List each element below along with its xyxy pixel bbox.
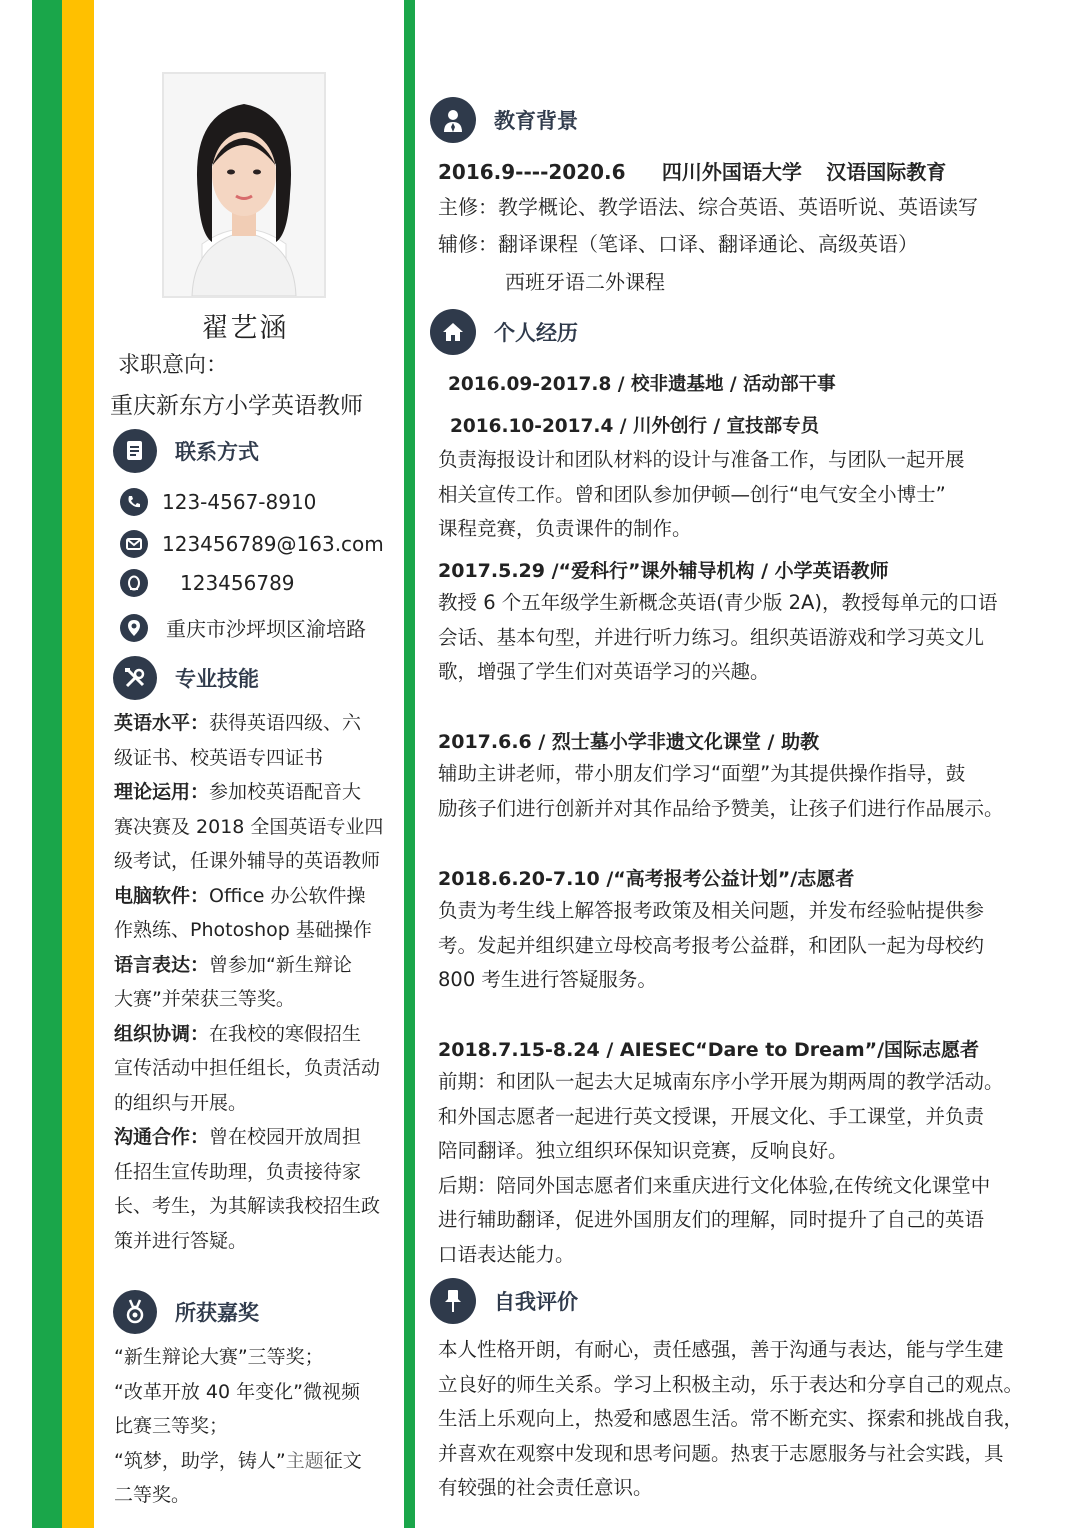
award-text-subtle: 主题 — [285, 1449, 324, 1472]
self-evaluation-section-header — [430, 1278, 578, 1324]
education-minor-courses-2: 西班牙语二外课程 — [505, 270, 665, 294]
experience-line: 陪同翻译。独立组织环保知识竞赛，反响良好。 — [438, 1139, 848, 1162]
skill-text: 长、考生，为其解读我校招生政 — [114, 1195, 381, 1217]
pin-icon — [430, 1278, 476, 1324]
skill-text: 大赛”并荣获三等奖。 — [114, 988, 295, 1010]
skill-text: 级考试，任课外辅导的英语教师 — [114, 850, 381, 872]
skill-item — [114, 775, 394, 810]
experience-heading: 2017.6.6 / 烈士墓小学非遗文化课堂 / 助教 — [438, 731, 820, 753]
skill-item — [114, 1017, 394, 1052]
awards-list — [114, 1340, 400, 1513]
skill-label: 沟通合作： — [114, 1126, 210, 1148]
experience-line: 励孩子们进行创新并对其作品给予赞美，让孩子们进行作品展示。 — [438, 796, 1004, 820]
skill-item — [114, 706, 394, 741]
self-evaluation-line: 并喜欢在观察中发现和思考问题。热衷于志愿服务与社会实践，具 — [438, 1441, 1004, 1465]
skill-label: 组织协调： — [114, 1022, 210, 1045]
skill-text: 作熟练、Photoshop 基础操作 — [114, 919, 372, 941]
skill-label: 语言表达： — [114, 953, 210, 976]
experience-heading: 2016.09-2017.8 / 校非遗基地 / 活动部干事 — [448, 374, 836, 395]
candidate-name: 翟艺涵 — [201, 313, 289, 344]
self-evaluation-line: 本人性格开朗，有耐心，责任感强，善于沟通与表达，能与学生建 — [438, 1338, 1004, 1361]
education-title: 教育背景 — [494, 109, 578, 133]
experience-heading: 2016.10-2017.4 / 川外创行 / 宣技部专员 — [450, 416, 820, 437]
education-period: 2016.9----2020.6 — [438, 160, 626, 184]
experience-description — [438, 757, 1038, 826]
email-address: 123456789@163.com — [162, 532, 384, 556]
awards-section-header — [113, 1290, 259, 1334]
contact-email — [120, 530, 384, 558]
experience-line: 口语表达能力。 — [438, 1242, 575, 1266]
award-line: 比赛三等奖； — [114, 1415, 229, 1437]
location-pin-icon — [120, 614, 148, 642]
yellow-stripe — [62, 0, 94, 1528]
education-section-header — [430, 97, 578, 143]
experience-line: 课程竞赛，负责课件的制作。 — [438, 517, 692, 540]
job-intent-value: 重庆新东方小学英语教师 — [110, 393, 363, 419]
experience-heading: 2018.6.20-7.10 /“高考报考公益计划”/志愿者 — [438, 868, 855, 890]
award-line — [114, 1444, 400, 1479]
skill-item — [114, 948, 394, 983]
skill-text: 曾在校园开放周担 — [209, 1126, 362, 1148]
experience-title: 个人经历 — [494, 321, 578, 345]
self-evaluation-line: 立良好的师生关系。学习上积极主动，乐于表达和分享自己的观点。 — [438, 1372, 1024, 1396]
medal-icon — [113, 1290, 157, 1334]
contact-title: 联系方式 — [175, 440, 259, 464]
skill-item — [114, 1120, 394, 1155]
email-icon — [120, 530, 148, 558]
phone-number: 123-4567-8910 — [162, 490, 317, 514]
qq-penguin-icon — [120, 569, 148, 597]
skill-item — [114, 879, 394, 914]
education-minor-courses: 辅修：翻译课程（笔译、口译、翻译通论、高级英语） — [438, 232, 918, 256]
self-evaluation-text — [438, 1333, 1038, 1506]
award-line: “改革开放 40 年变化”微视频 — [114, 1380, 360, 1403]
skills-section-header — [113, 656, 259, 700]
skill-text: 赛决赛及 2018 全国英语专业四 — [114, 815, 384, 838]
contact-phone — [120, 488, 316, 516]
experience-line: 辅助主讲老师，带小朋友们学习“面塑”为其提供操作指导，鼓 — [438, 762, 966, 785]
experience-description — [438, 1065, 1038, 1272]
experience-line: 后期：陪同外国志愿者们来重庆进行文化体验,在传统文化课堂中 — [438, 1173, 991, 1197]
education-major: 汉语国际教育 — [826, 160, 947, 184]
contact-qq — [120, 569, 295, 597]
skill-label: 电脑软件： — [114, 884, 210, 907]
experience-line: 前期：和团队一起去大足城南东序小学开展为期两周的教学活动。 — [438, 1070, 1004, 1093]
skill-text: Office 办公软件操 — [209, 884, 366, 907]
skill-label: 英语水平： — [114, 712, 210, 734]
contact-section-header — [113, 429, 259, 473]
address-text: 重庆市沙坪坝区渝培路 — [166, 617, 366, 641]
phone-icon — [120, 488, 148, 516]
skill-text: 的组织与开展。 — [114, 1091, 248, 1114]
experience-line: 800 考生进行答疑服务。 — [438, 968, 657, 991]
experience-heading: 2017.5.29 /“爱科行”课外辅导机构 / 小学英语教师 — [438, 560, 889, 582]
experience-description — [438, 894, 1038, 998]
experience-description — [438, 586, 1038, 690]
experience-section-header — [430, 309, 578, 355]
skills-list — [114, 706, 394, 1258]
skill-text: 获得英语四级、六 — [209, 712, 362, 734]
experience-line: 教授 6 个五年级学生新概念英语(青少版 2A)，教授每单元的口语 — [438, 591, 998, 614]
skill-text: 级证书、校英语专四证书 — [114, 746, 324, 769]
skill-text: 参加校英语配音大 — [209, 781, 362, 803]
experience-line: 考。发起并组织建立母校高考报考公益群，和团队一起为母校约 — [438, 933, 985, 957]
home-icon — [430, 309, 476, 355]
education-row — [438, 156, 946, 185]
experience-line: 和外国志愿者一起进行英文授课，开展文化、手工课堂，并负责 — [438, 1104, 985, 1128]
skills-title: 专业技能 — [175, 667, 259, 691]
experience-line: 相关宣传工作。曾和团队参加伊顿—创行“电气安全小博士” — [438, 482, 946, 506]
award-line: “新生辩论大赛”三等奖； — [114, 1346, 324, 1368]
experience-line: 会话、基本句型，并进行听力练习。组织英语游戏和学习英文儿 — [438, 625, 985, 649]
skill-text: 任招生宣传助理，负责接待家 — [114, 1160, 362, 1183]
skill-label: 理论运用： — [114, 781, 210, 803]
profile-photo — [162, 72, 326, 298]
skill-text: 在我校的寒假招生 — [209, 1022, 362, 1045]
awards-title: 所获嘉奖 — [175, 1301, 259, 1325]
award-text: “筑梦，助学，铸人” — [114, 1449, 286, 1472]
qq-number: 123456789 — [180, 571, 295, 595]
column-divider — [404, 0, 415, 1528]
award-line: 二等奖。 — [114, 1484, 191, 1506]
skill-text: 曾参加“新生辩论 — [209, 953, 352, 976]
green-stripe — [32, 0, 62, 1528]
education-major-courses: 主修：教学概论、教学语法、综合英语、英语听说、英语读写 — [438, 195, 978, 219]
skill-text: 宣传活动中担任组长，负责活动 — [114, 1057, 381, 1079]
tools-icon — [113, 656, 157, 700]
skill-text: 策并进行答疑。 — [114, 1229, 248, 1252]
self-evaluation-title: 自我评价 — [494, 1290, 578, 1314]
self-evaluation-line: 有较强的社会责任意识。 — [438, 1476, 653, 1499]
person-icon — [430, 97, 476, 143]
self-evaluation-line: 生活上乐观向上，热爱和感恩生活。常不断充实、探索和挑战自我， — [438, 1407, 1024, 1430]
experience-line: 歌，增强了学生们对英语学习的兴趣。 — [438, 660, 770, 683]
experience-description — [438, 443, 1038, 547]
education-school: 四川外国语大学 — [661, 160, 802, 184]
experience-line: 负责海报设计和团队材料的设计与准备工作，与团队一起开展 — [438, 448, 965, 471]
experience-heading: 2018.7.15-8.24 / AIESEC“Dare to Dream”/国际志愿者 — [438, 1039, 980, 1061]
contact-address — [120, 613, 366, 642]
job-intent-label: 求职意向： — [118, 353, 229, 378]
experience-line: 进行辅助翻译，促进外国朋友们的理解，同时提升了自己的英语 — [438, 1208, 985, 1231]
document-icon — [113, 429, 157, 473]
portrait-illustration — [164, 74, 324, 296]
award-text: 征文 — [323, 1449, 362, 1472]
experience-line: 负责为考生线上解答报考政策及相关问题，并发布经验帖提供参 — [438, 899, 985, 922]
